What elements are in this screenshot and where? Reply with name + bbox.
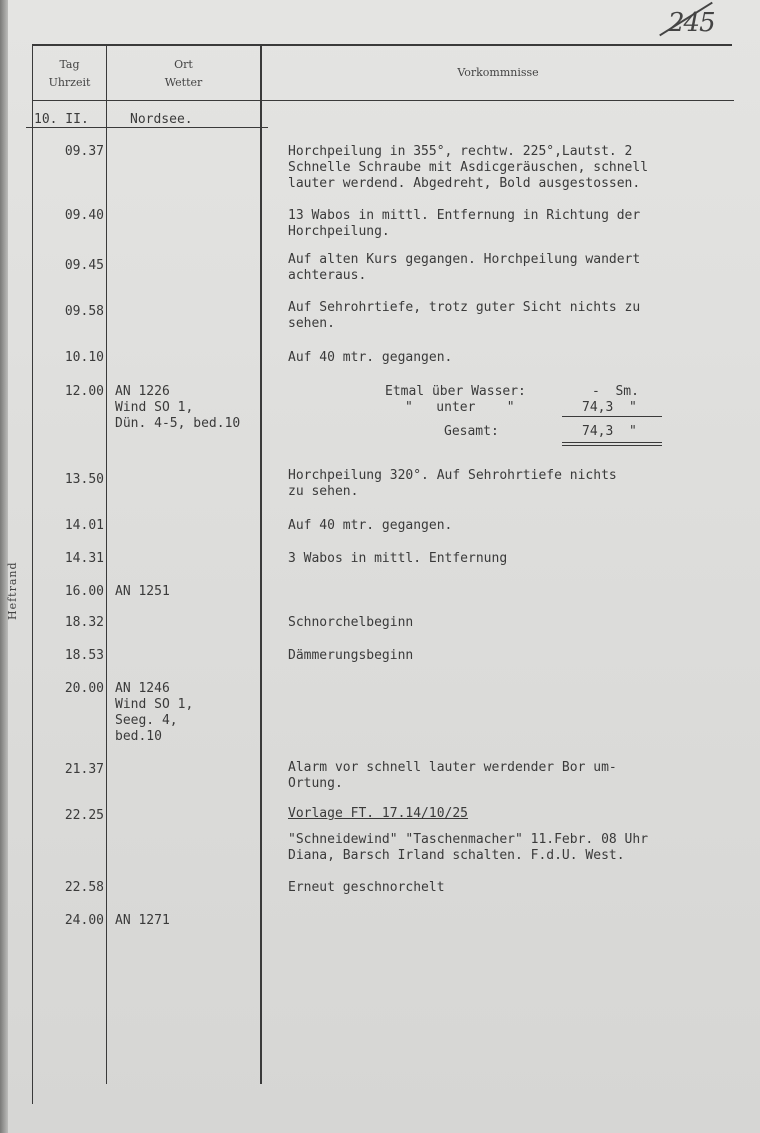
vorlage-title: Vorlage FT. 17.14/10/25 [288,806,469,821]
entry-time: 22.58 [64,880,104,895]
entry-time: 09.45 [64,258,104,273]
entry-event: Horchpeilung 320°. Auf Sehrohrtiefe nichts zu sehen. [288,468,617,499]
header-wetter: Wetter [164,76,203,89]
entry-ort: AN 1271 [115,913,170,928]
entry-time: 18.53 [64,648,104,663]
entry-event: Schnorchelbeginn [288,615,414,630]
entry-event: Auf 40 mtr. gegangen. [288,350,453,365]
entry-time: 09.37 [64,144,104,159]
etmal-value-2: 74,3 " [582,400,637,415]
entry-time: 21.37 [64,762,104,777]
header-uhrzeit: Uhrzeit [48,76,91,89]
entry-event: 3 Wabos in mittl. Entfernung [288,551,508,566]
entry-time: 18.32 [64,615,104,630]
entry-ort: AN 1251 [115,584,170,599]
entry-time: 14.01 [64,518,104,533]
place-cell: Nordsee. [130,112,193,127]
date-cell: 10. II. [34,112,89,127]
etmal-label-3: Gesamt: [444,424,499,439]
header-tag: Tag [59,58,80,71]
entry-event: Auf alten Kurs gegangen. Horchpeilung wandert achteraus. [288,252,641,283]
entry-time: 12.00 [64,384,104,399]
entry-event: Alarm vor schnell lauter werdender Bor um- Ortung. [288,760,617,791]
etmal-label-2: " unter " [405,400,515,415]
etmal-value-1: - Sm. [592,384,639,399]
entry-time: 09.58 [64,304,104,319]
entry-ort: AN 1246 Wind SO 1, Seeg. 4, bed.10 [115,681,194,744]
entry-time: 16.00 [64,584,104,599]
header-bottom-rule [32,100,734,101]
entry-event: Horchpeilung in 355°, rechtw. 225°,Lautst. 2 Schnelle Schraube mit Asdicgeräuschen, schnell lauter werdend. Abgedreht, Bold ausgestossen. [288,144,649,191]
entry-time: 14.31 [64,551,104,566]
vorlage-text: "Schneidewind" "Taschenmacher" 11.Febr. 08 Uhr Diana, Barsch Irland schalten. F.d.U. West. [288,832,649,863]
entry-time: 09.40 [64,208,104,223]
entry-time: 22.25 [64,808,104,823]
entry-event: Auf 40 mtr. gegangen. [288,518,453,533]
entry-time: 10.10 [64,350,104,365]
entry-time: 24.00 [64,913,104,928]
header-top-rule [32,44,732,46]
col-divider-left [32,44,33,1104]
entry-time: 13.50 [64,472,104,487]
entry-event: 13 Wabos in mittl. Entfernung in Richtung der Horchpeilung. [288,208,641,239]
col-divider-ort [260,44,262,1084]
etmal-rule-2 [562,442,662,443]
entry-ort: AN 1226 Wind SO 1, Dün. 4-5, bed.10 [115,384,241,431]
etmal-rule-3 [562,445,662,446]
entry-event: Erneut geschnorchelt [288,880,445,895]
etmal-value-3: 74,3 " [582,424,637,439]
etmal-label-1: Etmal über Wasser: [385,384,526,399]
side-label: Heftrand [6,561,19,620]
col-divider-time [106,44,107,1084]
header-vorkommnisse: Vorkommnisse [457,66,539,79]
entry-time: 20.00 [64,681,104,696]
entry-event: Dämmerungsbeginn [288,648,414,663]
entry-event: Auf Sehrohrtiefe, trotz guter Sicht nichts zu sehen. [288,300,641,331]
page-number: 245 [668,8,715,38]
etmal-rule-1 [562,416,662,417]
header-ort: Ort [174,58,193,71]
